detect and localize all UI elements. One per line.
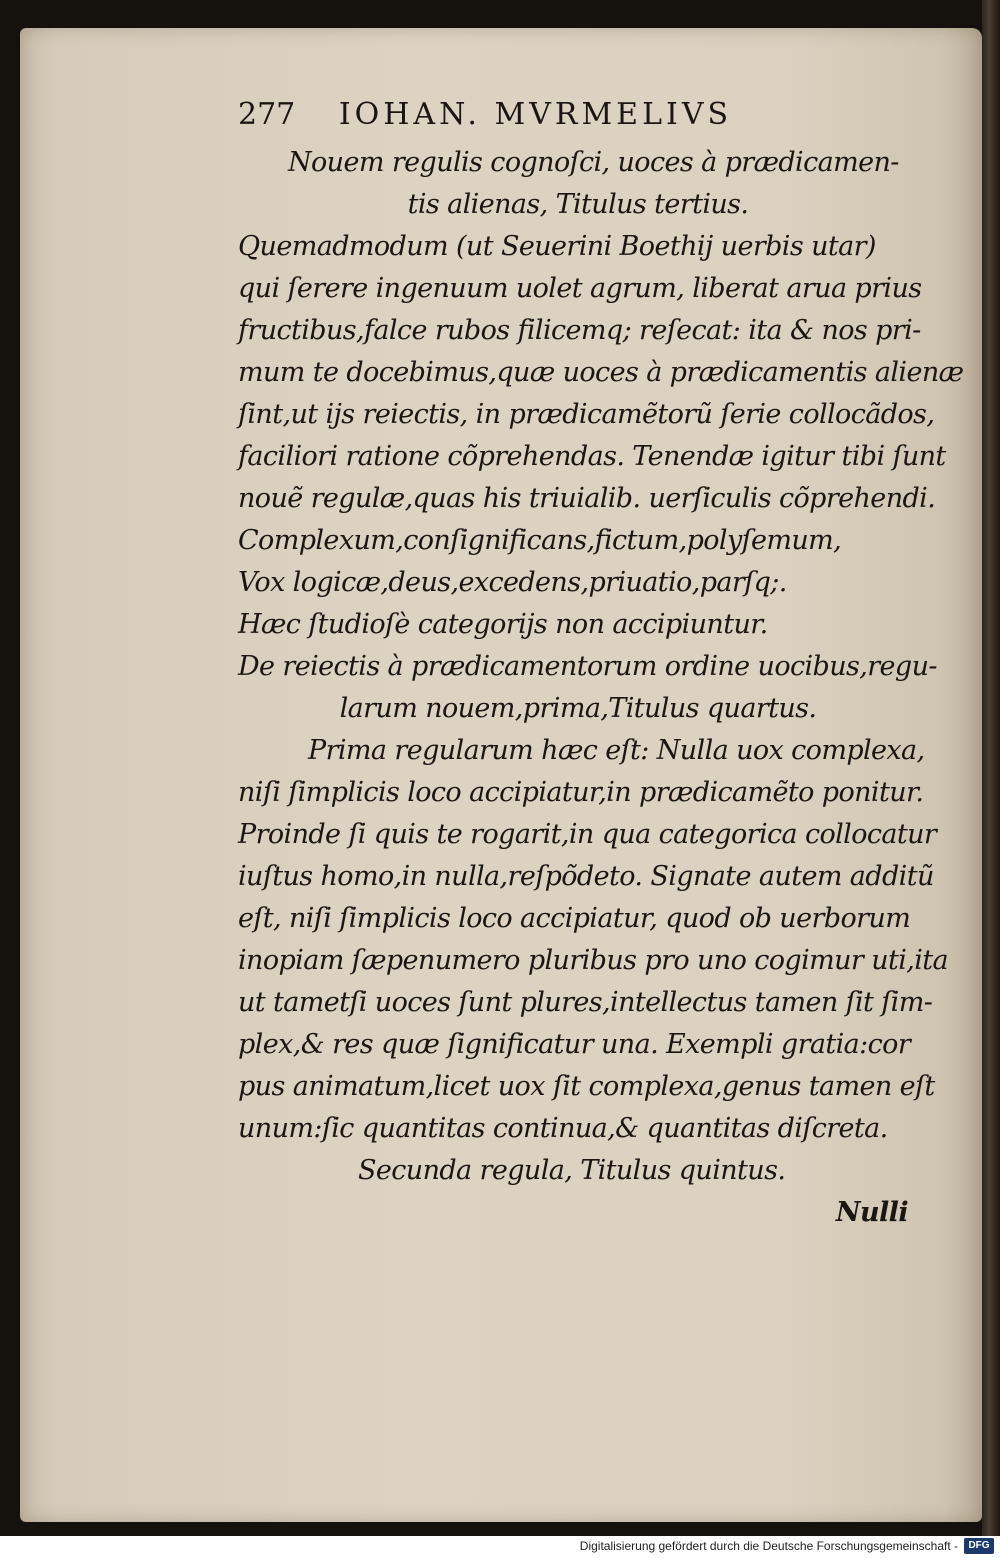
page-edge: [982, 0, 1000, 1536]
text-line: unum:ſic quantitas continua,& quantitas diſcreta.: [238, 1113, 888, 1144]
funding-credit: Digitalisierung gefördert durch die Deutsche Forschungsgemeinschaft -: [579, 1539, 958, 1553]
title-5-heading: Secunda regula, Titulus quintus.: [358, 1155, 786, 1186]
title-4-line-1: De reiectis à prædicamentorum ordine uocibus,regu-: [238, 651, 937, 682]
page-number: 277: [238, 97, 296, 132]
verse-line: Hæc ſtudioſè categorijs non accipiuntur.: [238, 609, 768, 640]
title-3-line-1: Nouem regulis cognoſci, uoces à prædicamen-: [288, 147, 899, 178]
text-line: fructibus,falce rubos filicemq; reſecat: ita & nos pri-: [238, 315, 921, 346]
text-line: inopiam ſæpenumero pluribus pro uno cogimur uti,ita: [238, 945, 949, 976]
text-line: faciliori ratione cõprehendas. Tenendæ igitur tibi ſunt: [238, 441, 946, 472]
text-line: nouẽ regulæ,quas his triuialib. uerſiculis cõprehendi.: [238, 483, 936, 514]
text-line: niſi ſimplicis loco accipiatur,in prædicamẽto ponitur.: [238, 777, 924, 808]
digitization-footer: [0, 1536, 1000, 1558]
text-line: Proinde ſi quis te rogarit,in qua categorica collocatur: [238, 819, 937, 850]
text-line: pus animatum,licet uox ſit complexa,genus tamen eſt: [238, 1071, 935, 1102]
text-line: ſint,ut ijs reiectis, in prædicamẽtorũ ſerie collocãdos,: [238, 399, 935, 430]
text-line: ut tametſi uoces ſunt plures,intellectus tamen ſit ſim-: [238, 987, 933, 1018]
text-line: mum te docebimus,quæ uoces à prædicamentis alienæ: [238, 357, 964, 388]
text-line: qui ſerere ingenuum uolet agrum, liberat arua prius: [238, 273, 922, 304]
text-line: Quemadmodum (ut Seuerini Boethij uerbis utar): [238, 231, 876, 262]
verse-line: Vox logicæ,deus,excedens,priuatio,parſq;.: [238, 567, 787, 598]
verse-line: Complexum,conſignificans,fictum,polyſemum,: [238, 525, 842, 556]
text-line: plex,& res quæ ſignificatur una. Exempli gratia:cor: [238, 1029, 911, 1060]
title-3-line-2: tis alienas, Titulus tertius.: [407, 189, 749, 220]
running-header: [238, 92, 732, 138]
text-line: eſt, niſi ſimplicis loco accipiatur, quod ob uerborum: [238, 903, 911, 934]
text-line: iuſtus homo,in nulla,reſpõdeto. Signate autem additũ: [238, 861, 934, 892]
title-4-line-2: larum nouem,prima,Titulus quartus.: [339, 693, 817, 724]
text-line: Prima regularum hæc eſt: Nulla uox complexa,: [308, 735, 925, 766]
dfg-logo: DFG: [964, 1538, 994, 1554]
running-head-title: IOHAN. MVRMELIVS: [338, 97, 733, 132]
catchword: Nulli: [835, 1197, 908, 1228]
page-body: [238, 142, 964, 1234]
